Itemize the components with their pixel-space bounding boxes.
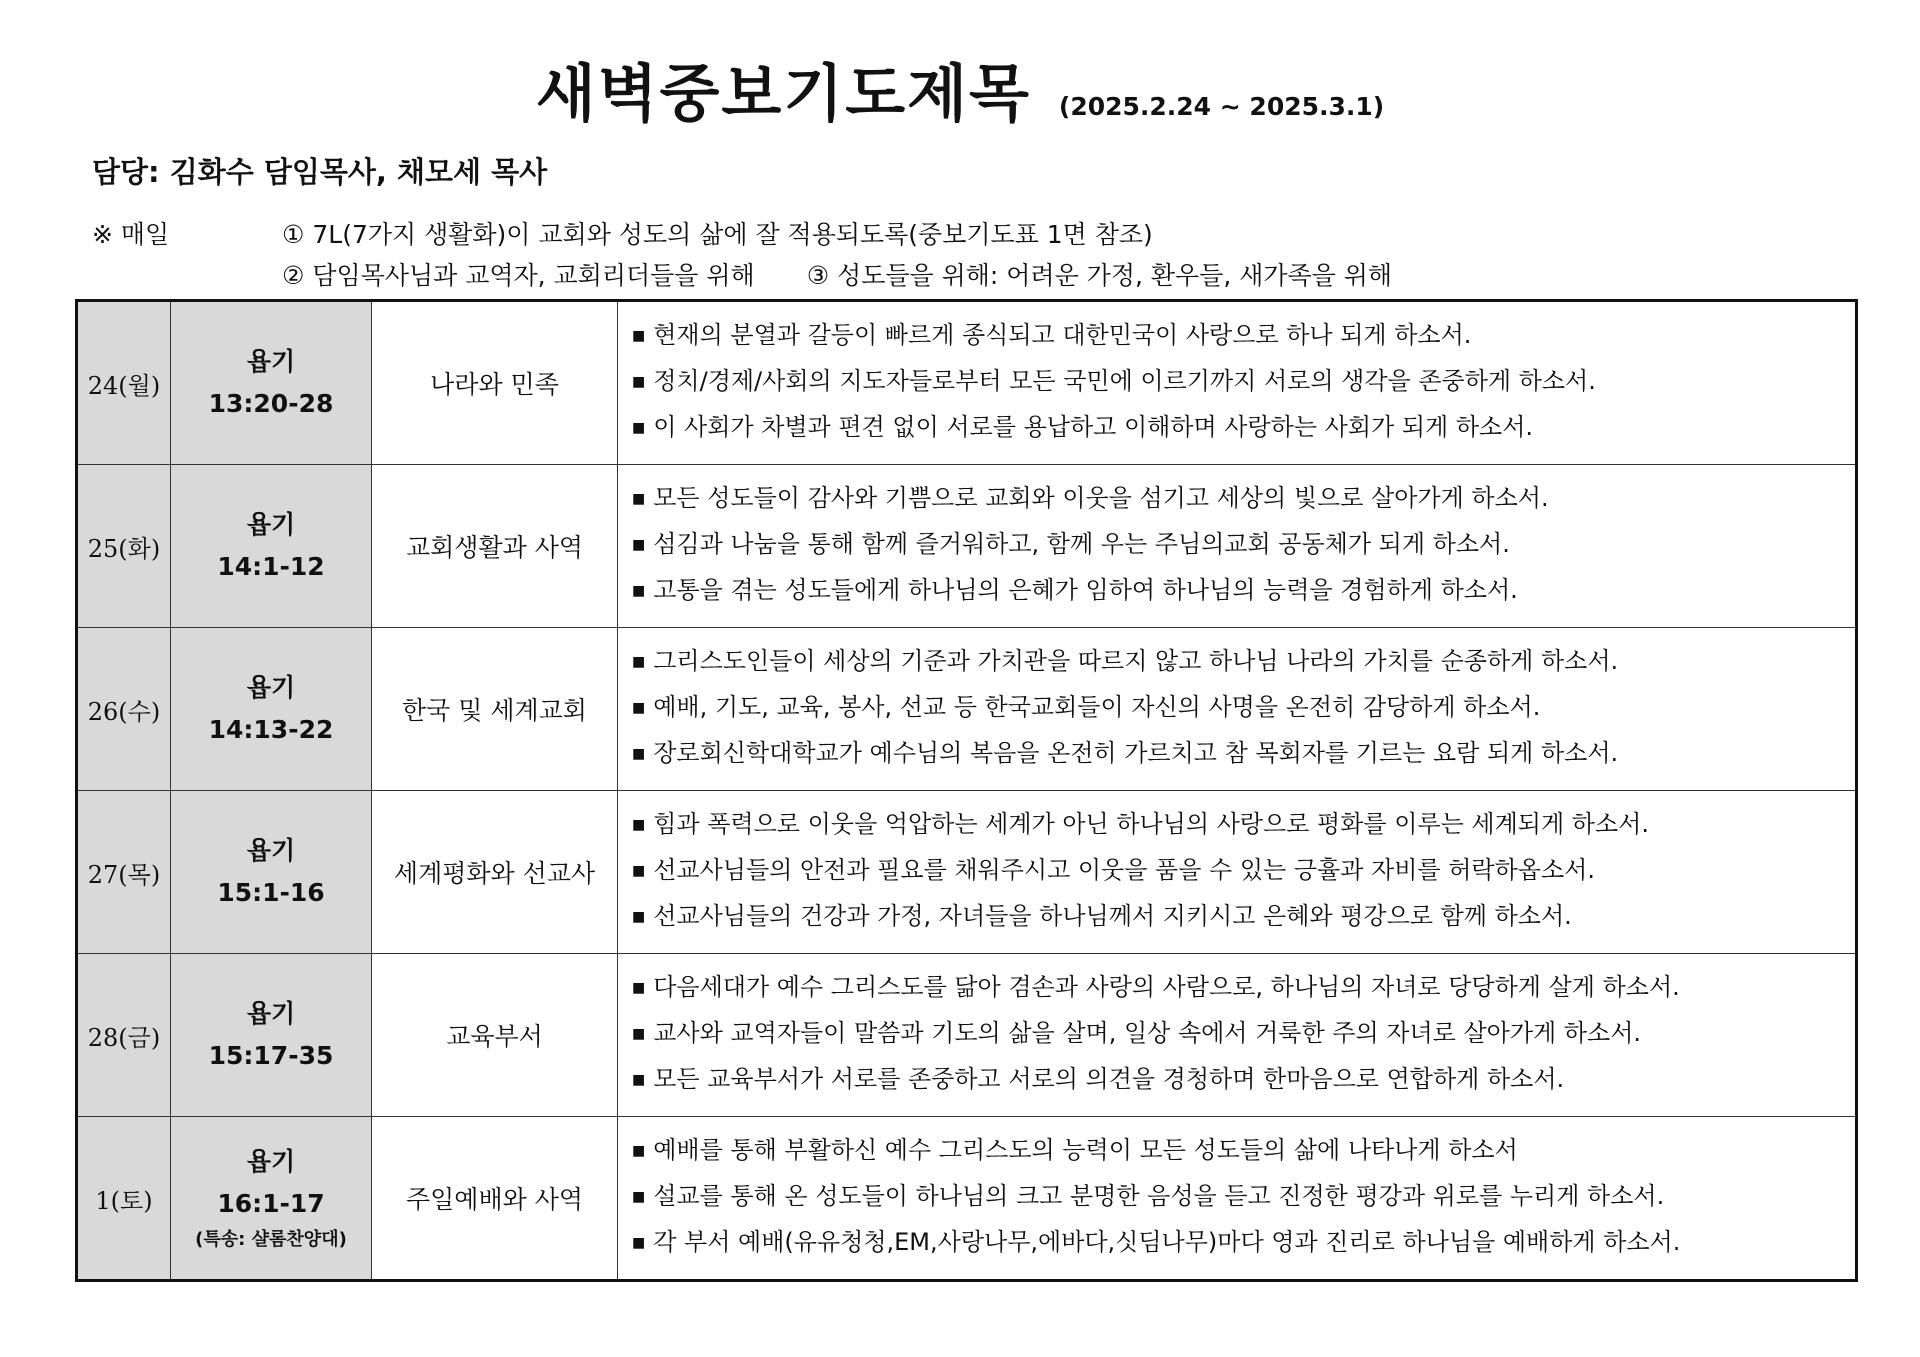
prayer-item: ■ 그리스도인들이 세상의 기준과 가치관을 따르지 않고 하나님 나라의 가치를 순종하게 하소서. <box>632 640 1855 686</box>
prayer-item: ■ 다음세대가 예수 그리스도를 닮아 겸손과 사랑의 사람으로, 하나님의 자녀로 당당하게 살게 하소서. <box>632 966 1855 1012</box>
day-cell: 26(수) <box>77 628 171 791</box>
table-row <box>77 301 1857 465</box>
topic-cell: 교회생활과 사역 <box>372 465 618 628</box>
special-music-note: (특송: 샬롬찬양대) <box>195 1229 347 1250</box>
topic-cell: 교육부서 <box>372 954 618 1117</box>
page-title: 새벽중보기도제목 <box>535 57 1031 130</box>
scripture-cell <box>171 301 372 465</box>
topic-cell: 나라와 민족 <box>372 301 618 465</box>
topic-cell: 한국 및 세계교회 <box>372 628 618 791</box>
day-cell: 28(금) <box>77 954 171 1117</box>
manager-line: 담당: 김화수 담임목사, 채모세 목사 <box>92 155 548 189</box>
daily-item-2: ② 담임목사님과 교역자, 교회리더들을 위해 <box>282 261 755 290</box>
verse-range: 15:17-35 <box>208 1041 334 1070</box>
daily-item-1: ① 7L(7가지 생활화)이 교회와 성도의 삶에 잘 적용되도록(중보기도표 1면 참조) <box>282 220 1153 249</box>
day-cell: 27(목) <box>77 791 171 954</box>
prayer-item: ■ 정치/경제/사회의 지도자들로부터 모든 국민에 이르기까지 서로의 생각을 존중하게 하소서. <box>632 360 1855 406</box>
prayer-item: ■ 모든 교육부서가 서로를 존중하고 서로의 의견을 경청하며 한마음으로 연합하게 하소서. <box>632 1058 1855 1104</box>
prayer-item: ■ 예배, 기도, 교육, 봉사, 선교 등 한국교회들이 자신의 사명을 온전히 감당하게 하소서. <box>632 686 1855 732</box>
verse-range: 14:13-22 <box>208 715 334 744</box>
prayer-items-cell <box>618 465 1857 628</box>
prayer-item: ■ 힘과 폭력으로 이웃을 억압하는 세계가 아닌 하나님의 사랑으로 평화를 이루는 세계되게 하소서. <box>632 803 1855 849</box>
day-cell: 24(월) <box>77 301 171 465</box>
table-row <box>77 791 1857 954</box>
daily-line-2 <box>282 255 1392 296</box>
prayer-items-cell <box>618 1117 1857 1281</box>
daily-item-3: ③ 성도들을 위해: 어려운 가정, 환우들, 새가족을 위해 <box>806 261 1393 290</box>
prayer-item: ■ 섬김과 나눔을 통해 함께 즐거워하고, 함께 우는 주님의교회 공동체가 되게 하소서. <box>632 523 1855 569</box>
table-row <box>77 628 1857 791</box>
prayer-item: ■ 모든 성도들이 감사와 기쁨으로 교회와 이웃을 섬기고 세상의 빛으로 살아가게 하소서. <box>632 477 1855 523</box>
scripture-cell <box>171 628 372 791</box>
verse-range: 14:1-12 <box>217 552 325 581</box>
table-row <box>77 954 1857 1117</box>
prayer-item: ■ 고통을 겪는 성도들에게 하나님의 은혜가 임하여 하나님의 능력을 경험하게 하소서. <box>632 569 1855 615</box>
prayer-item: ■ 예배를 통해 부활하신 예수 그리스도의 능력이 모든 성도들의 삶에 나타나게 하소서 <box>632 1129 1855 1175</box>
prayer-item: ■ 이 사회가 차별과 편견 없이 서로를 용납하고 이해하며 사랑하는 사회가 되게 하소서. <box>632 406 1855 452</box>
prayer-item: ■ 선교사님들의 건강과 가정, 자녀들을 하나님께서 지키시고 은혜와 평강으로 함께 하소서. <box>632 895 1855 941</box>
table-row <box>77 465 1857 628</box>
prayer-item: ■ 장로회신학대학교가 예수님의 복음을 온전히 가르치고 참 목회자를 기르는 요람 되게 하소서. <box>632 732 1855 778</box>
verse-range: 13:20-28 <box>208 389 334 418</box>
prayer-item: ■ 각 부서 예배(유유청청,EM,사랑나무,에바다,싯딤나무)마다 영과 진리로 하나님을 예배하게 하소서. <box>632 1221 1855 1267</box>
verse-range: 15:1-16 <box>217 878 325 907</box>
prayer-items-cell <box>618 791 1857 954</box>
scripture-cell <box>171 791 372 954</box>
table-row <box>77 1117 1857 1281</box>
book-name: 욥기 <box>246 836 296 865</box>
day-cell: 25(화) <box>77 465 171 628</box>
date-range: (2025.2.24 ~ 2025.3.1) <box>1058 92 1385 121</box>
prayer-schedule-table <box>75 299 1858 1282</box>
book-name: 욥기 <box>246 673 296 702</box>
book-name: 욥기 <box>246 347 296 376</box>
prayer-items-cell <box>618 628 1857 791</box>
scripture-cell <box>171 1117 372 1281</box>
prayer-items-cell <box>618 954 1857 1117</box>
book-name: 욥기 <box>246 1147 296 1176</box>
header <box>0 44 1920 133</box>
prayer-item: ■ 선교사님들의 안전과 필요를 채워주시고 이웃을 품을 수 있는 긍휼과 자비를 허락하옵소서. <box>632 849 1855 895</box>
scripture-cell <box>171 465 372 628</box>
prayer-item: ■ 교사와 교역자들이 말씀과 기도의 삶을 살며, 일상 속에서 거룩한 주의 자녀로 살아가게 하소서. <box>632 1012 1855 1058</box>
prayer-item: ■ 현재의 분열과 갈등이 빠르게 종식되고 대한민국이 사랑으로 하나 되게 하소서. <box>632 314 1855 360</box>
verse-range: 16:1-17 <box>217 1189 325 1218</box>
prayer-items-cell <box>618 301 1857 465</box>
topic-cell: 주일예배와 사역 <box>372 1117 618 1281</box>
day-cell: 1(토) <box>77 1117 171 1281</box>
book-name: 욥기 <box>246 999 296 1028</box>
daily-label: ※ 매일 <box>92 220 170 249</box>
prayer-item: ■ 설교를 통해 온 성도들이 하나님의 크고 분명한 음성을 듣고 진정한 평강과 위로를 누리게 하소서. <box>632 1175 1855 1221</box>
scripture-cell <box>171 954 372 1117</box>
topic-cell: 세계평화와 선교사 <box>372 791 618 954</box>
book-name: 욥기 <box>246 510 296 539</box>
